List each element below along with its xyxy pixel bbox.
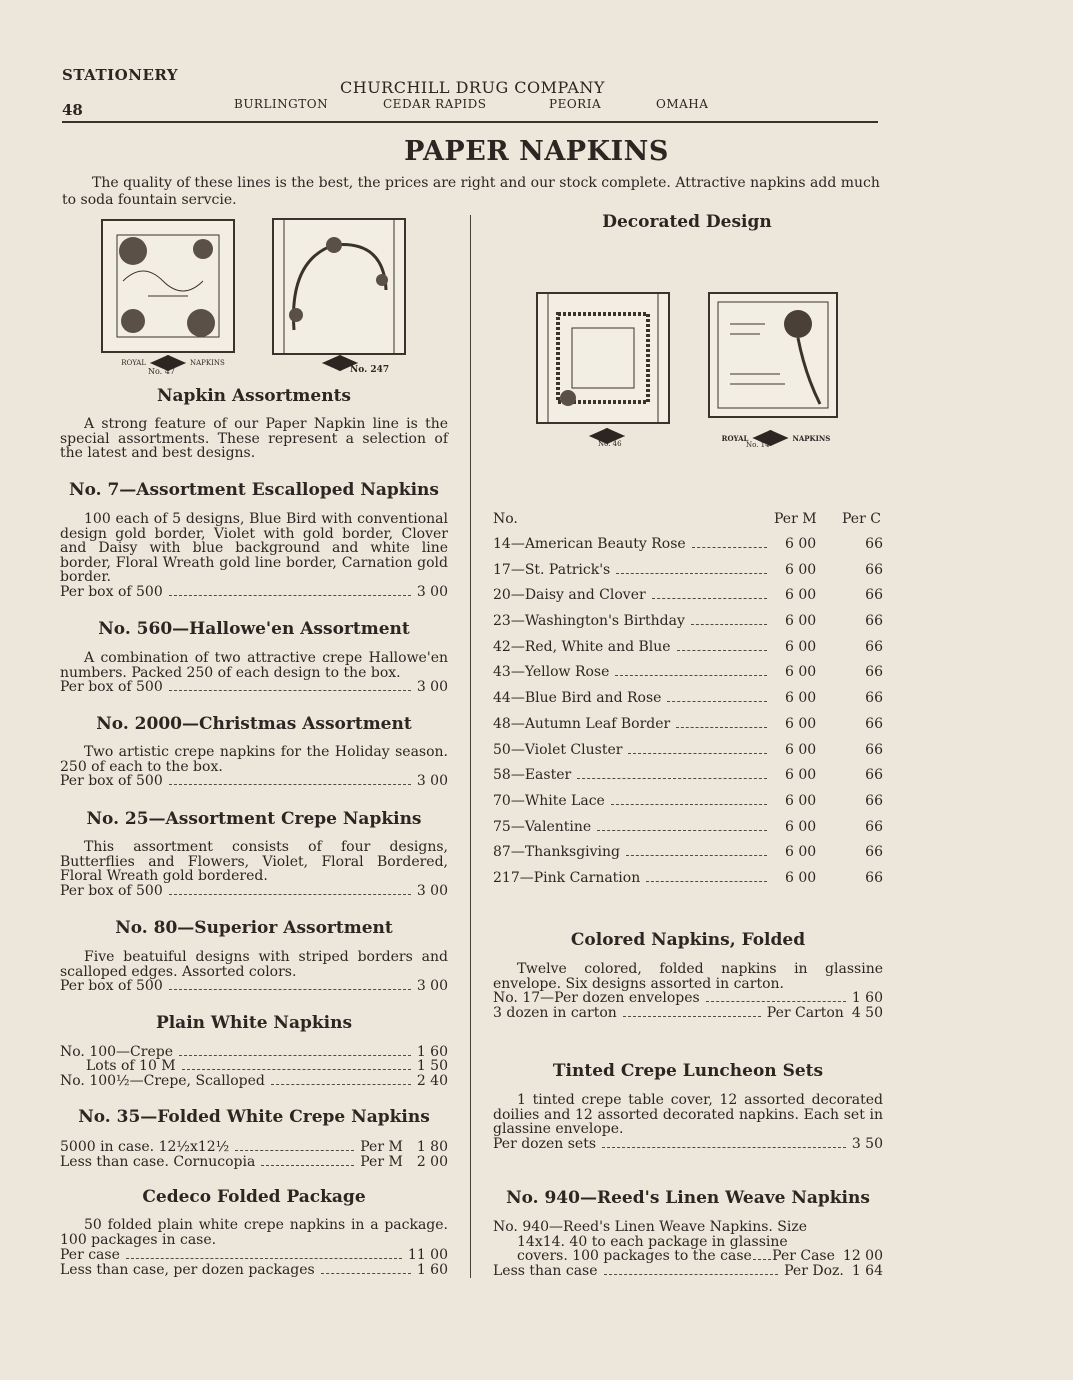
price-value: 1 50 xyxy=(416,1058,448,1074)
city-peoria: PEORIA xyxy=(549,97,602,111)
price-label: No. 100—Crepe xyxy=(60,1044,173,1060)
per-c-value: 66 xyxy=(865,690,883,707)
price-label: 3 dozen in carton xyxy=(493,1005,617,1021)
item-name: 14—American Beauty Rose xyxy=(493,536,686,552)
floral-wreath-icon xyxy=(274,220,404,353)
col-header-per-m: Per M xyxy=(774,511,817,527)
price-value: 3 00 xyxy=(416,883,448,899)
cedeco-text: 50 folded plain white crepe napkins in a package. 100 packages in case. xyxy=(60,1217,448,1248)
table-row xyxy=(493,870,883,896)
item-name: 43—Yellow Rose xyxy=(493,664,610,681)
city-burlington: BURLINGTON xyxy=(234,97,329,111)
table-row xyxy=(493,819,883,845)
assortments-text: A strong feature of our Paper Napkin line is the special assortments. These represent a selection of the latest and best designs. xyxy=(60,416,448,462)
no35-row-2 xyxy=(60,1155,448,1170)
cedeco-heading: Cedeco Folded Package xyxy=(142,1187,366,1207)
per-m-value: 6 00 xyxy=(785,792,817,809)
per-c-value: 66 xyxy=(865,741,883,758)
price-label: No. 17—Per dozen envelopes xyxy=(493,990,700,1006)
no7-price-row xyxy=(60,585,448,600)
no80-price-row xyxy=(60,979,448,994)
per-m-value: 6 00 xyxy=(785,869,817,886)
item-name: 48—Autumn Leaf Border xyxy=(493,715,671,732)
table-row xyxy=(493,664,883,690)
table-row xyxy=(493,639,883,665)
no2000-heading: No. 2000—Christmas Assortment xyxy=(96,714,412,734)
rose-napkin-icon xyxy=(710,294,836,416)
company-name: CHURCHILL DRUG COMPANY xyxy=(340,78,605,97)
item-name: 87—Thanksgiving xyxy=(493,844,621,861)
no940-line-1: No. 940—Reed's Linen Weave Napkins. Size xyxy=(493,1219,808,1235)
no7-heading: No. 7—Assortment Escalloped Napkins xyxy=(69,480,439,500)
price-label: Per box of 500 xyxy=(60,584,163,600)
price-unit: Per M xyxy=(360,1154,403,1170)
no25-text: This assortment consists of four designs, Butterflies and Flowers, Violet, Floral Bordered, Floral Wreath gold bordered. xyxy=(60,839,448,885)
price-label: Per dozen sets xyxy=(493,1136,597,1152)
decorated-heading: Decorated Design xyxy=(602,212,772,232)
price-value: 12 00 xyxy=(842,1248,883,1265)
price-value: 4 50 xyxy=(851,1005,883,1021)
napkin-illustration-47 xyxy=(101,219,235,353)
price-label: Per box of 500 xyxy=(60,679,163,695)
per-m-value: 6 00 xyxy=(785,638,817,655)
price-value: 1 60 xyxy=(851,990,883,1006)
item-name: 217—Pink Carnation xyxy=(493,869,641,886)
per-m-value: 6 00 xyxy=(785,664,817,681)
per-c-value: 66 xyxy=(865,561,883,578)
col-header-no: No. xyxy=(493,511,518,527)
item-name: 23—Washington's Birthday xyxy=(493,613,685,630)
per-c-value: 66 xyxy=(865,767,883,784)
per-m-value: 6 00 xyxy=(785,844,817,861)
table-row xyxy=(493,793,883,819)
royal-text: ROYAL xyxy=(121,359,146,367)
table-row xyxy=(493,742,883,768)
per-c-value: 66 xyxy=(865,664,883,681)
price-label: 5000 in case. 12½x12½ xyxy=(60,1139,230,1155)
colored-row-2 xyxy=(493,1006,883,1021)
price-label: Per case xyxy=(60,1247,120,1263)
table-row xyxy=(493,690,883,716)
page-number: 48 xyxy=(62,101,83,119)
royal-logo-14 xyxy=(720,430,832,446)
no35-row-1 xyxy=(60,1140,448,1155)
no7-text: 100 each of 5 designs, Blue Bird with conventional design gold border, Violet with gold border, Clover and Daisy with blue background and white line border, Floral Wreath gold line border, Carnation gold border. xyxy=(60,511,448,586)
per-c-value: 66 xyxy=(865,792,883,809)
price-label: Per box of 500 xyxy=(60,883,163,899)
item-name: 50—Violet Cluster xyxy=(493,741,623,758)
napkin-number-14: No. 14 xyxy=(746,441,770,449)
price-label: Per box of 500 xyxy=(60,978,163,994)
no2000-text: Two artistic crepe napkins for the Holiday season. 250 of each to the box. xyxy=(60,744,448,775)
item-name: 17—St. Patrick's xyxy=(493,561,611,578)
column-divider xyxy=(470,215,471,1278)
tinted-text: 1 tinted crepe table cover, 12 assorted decorated doilies and 12 assorted decorated napkins. Each set in glassine envelope. xyxy=(493,1092,883,1138)
napkin-illustration-46 xyxy=(536,292,670,424)
price-unit: Per M xyxy=(360,1139,403,1155)
price-value: 3 00 xyxy=(416,584,448,600)
napkin-number-46: No. 46 xyxy=(598,440,622,448)
no560-price-row xyxy=(60,680,448,695)
city-cedar-rapids: CEDAR RAPIDS xyxy=(383,97,487,111)
intro-paragraph: The quality of these lines is the best, the prices are right and our stock complete. Attractive napkins add much to soda fountain servcie. xyxy=(62,175,880,208)
napkin-number-247: No. 247 xyxy=(350,365,390,375)
price-label: Less than case, per dozen packages xyxy=(60,1262,315,1278)
per-m-value: 6 00 xyxy=(785,690,817,707)
item-name: 20—Daisy and Clover xyxy=(493,587,646,604)
page-title: PAPER NAPKINS xyxy=(404,136,669,167)
no560-heading: No. 560—Hallowe'en Assortment xyxy=(98,619,410,639)
no25-price-row xyxy=(60,884,448,899)
per-m-value: 6 00 xyxy=(785,715,817,732)
no2000-price-row xyxy=(60,774,448,789)
per-c-value: 66 xyxy=(865,613,883,630)
price-value: 1 80 xyxy=(416,1139,448,1155)
item-name: 70—White Lace xyxy=(493,792,605,809)
colored-text: Twelve colored, folded napkins in glassine envelope. Six designs assorted in carton. xyxy=(493,961,883,992)
per-c-value: 66 xyxy=(865,587,883,604)
price-label: Per box of 500 xyxy=(60,773,163,789)
item-name: 42—Red, White and Blue xyxy=(493,638,671,655)
price-unit: Per Carton xyxy=(766,1005,844,1021)
price-unit: Per Doz. xyxy=(784,1262,844,1279)
napkin-number-47: No. 47 xyxy=(148,367,175,376)
item-name: 75—Valentine xyxy=(493,818,592,835)
lace-napkin-icon xyxy=(538,294,668,422)
price-value: 11 00 xyxy=(407,1247,448,1263)
tinted-heading: Tinted Crepe Luncheon Sets xyxy=(552,1061,824,1081)
price-value: 3 50 xyxy=(851,1136,883,1152)
no940-line-3: covers. 100 packages to the case xyxy=(517,1248,752,1265)
napkin-illustration-14 xyxy=(708,292,838,418)
item-name: 58—Easter xyxy=(493,767,572,784)
table-row xyxy=(493,562,883,588)
price-value: 2 40 xyxy=(416,1073,448,1089)
table-row xyxy=(493,587,883,613)
cedeco-row-2 xyxy=(60,1263,448,1278)
plain-heading: Plain White Napkins xyxy=(155,1013,353,1033)
colored-row-1 xyxy=(493,991,883,1006)
price-label: Lots of 10 M xyxy=(86,1058,176,1074)
no940-row-less xyxy=(493,1264,883,1279)
per-m-value: 6 00 xyxy=(785,741,817,758)
colored-heading: Colored Napkins, Folded xyxy=(570,930,806,950)
plain-row-3 xyxy=(60,1074,448,1089)
price-value: 3 00 xyxy=(416,679,448,695)
per-c-value: 66 xyxy=(865,536,883,552)
no560-text: A combination of two attractive crepe Hallowe'en numbers. Packed 250 of each design to the box. xyxy=(60,650,448,681)
table-row xyxy=(493,536,883,562)
napkins-text: NAPKINS xyxy=(792,433,831,443)
per-c-value: 66 xyxy=(865,869,883,886)
col-header-per-c: Per C xyxy=(842,511,881,527)
no940-line-2: 14x14. 40 to each package in glassine xyxy=(517,1233,788,1250)
per-c-value: 66 xyxy=(865,818,883,835)
plain-row-2 xyxy=(60,1059,448,1074)
section-label: STATIONERY xyxy=(62,66,179,84)
per-c-value: 66 xyxy=(865,638,883,655)
napkin-illustration-247 xyxy=(272,218,406,355)
item-name: 44—Blue Bird and Rose xyxy=(493,690,662,707)
price-unit: Per Case xyxy=(772,1248,835,1265)
floral-napkin-icon xyxy=(103,221,233,351)
no940-heading: No. 940—Reed's Linen Weave Napkins xyxy=(506,1188,870,1208)
no80-text: Five beatuiful designs with striped borders and scalloped edges. Assorted colors. xyxy=(60,949,448,980)
table-row xyxy=(493,767,883,793)
royal-text: ROYAL xyxy=(721,433,749,443)
price-value: 1 60 xyxy=(416,1044,448,1060)
per-m-value: 6 00 xyxy=(785,561,817,578)
city-omaha: OMAHA xyxy=(656,97,709,111)
no80-heading: No. 80—Superior Assortment xyxy=(115,918,393,938)
per-c-value: 66 xyxy=(865,715,883,732)
no25-heading: No. 25—Assortment Crepe Napkins xyxy=(86,809,422,829)
napkins-text: NAPKINS xyxy=(189,359,225,367)
price-value: 3 00 xyxy=(416,773,448,789)
price-label: No. 100½—Crepe, Scalloped xyxy=(60,1073,265,1089)
price-value: 1 60 xyxy=(416,1262,448,1278)
header-rule xyxy=(62,121,878,123)
table-row xyxy=(493,613,883,639)
no940-block xyxy=(493,1220,883,1278)
price-value: 1 64 xyxy=(851,1262,883,1279)
no35-heading: No. 35—Folded White Crepe Napkins xyxy=(78,1107,430,1127)
per-m-value: 6 00 xyxy=(785,536,817,552)
table-row xyxy=(493,844,883,870)
tinted-price-row xyxy=(493,1137,883,1152)
no940-row-case xyxy=(493,1249,883,1264)
price-value: 3 00 xyxy=(416,978,448,994)
per-m-value: 6 00 xyxy=(785,587,817,604)
per-m-value: 6 00 xyxy=(785,613,817,630)
table-row xyxy=(493,716,883,742)
per-m-value: 6 00 xyxy=(785,767,817,784)
per-c-value: 66 xyxy=(865,844,883,861)
assortments-heading: Napkin Assortments xyxy=(156,386,352,406)
price-label: Less than case. Cornucopia xyxy=(60,1154,256,1170)
per-m-value: 6 00 xyxy=(785,818,817,835)
price-value: 2 00 xyxy=(416,1154,448,1170)
price-label: Less than case xyxy=(493,1262,598,1279)
price-table xyxy=(493,536,883,896)
cedeco-row-1 xyxy=(60,1248,448,1263)
